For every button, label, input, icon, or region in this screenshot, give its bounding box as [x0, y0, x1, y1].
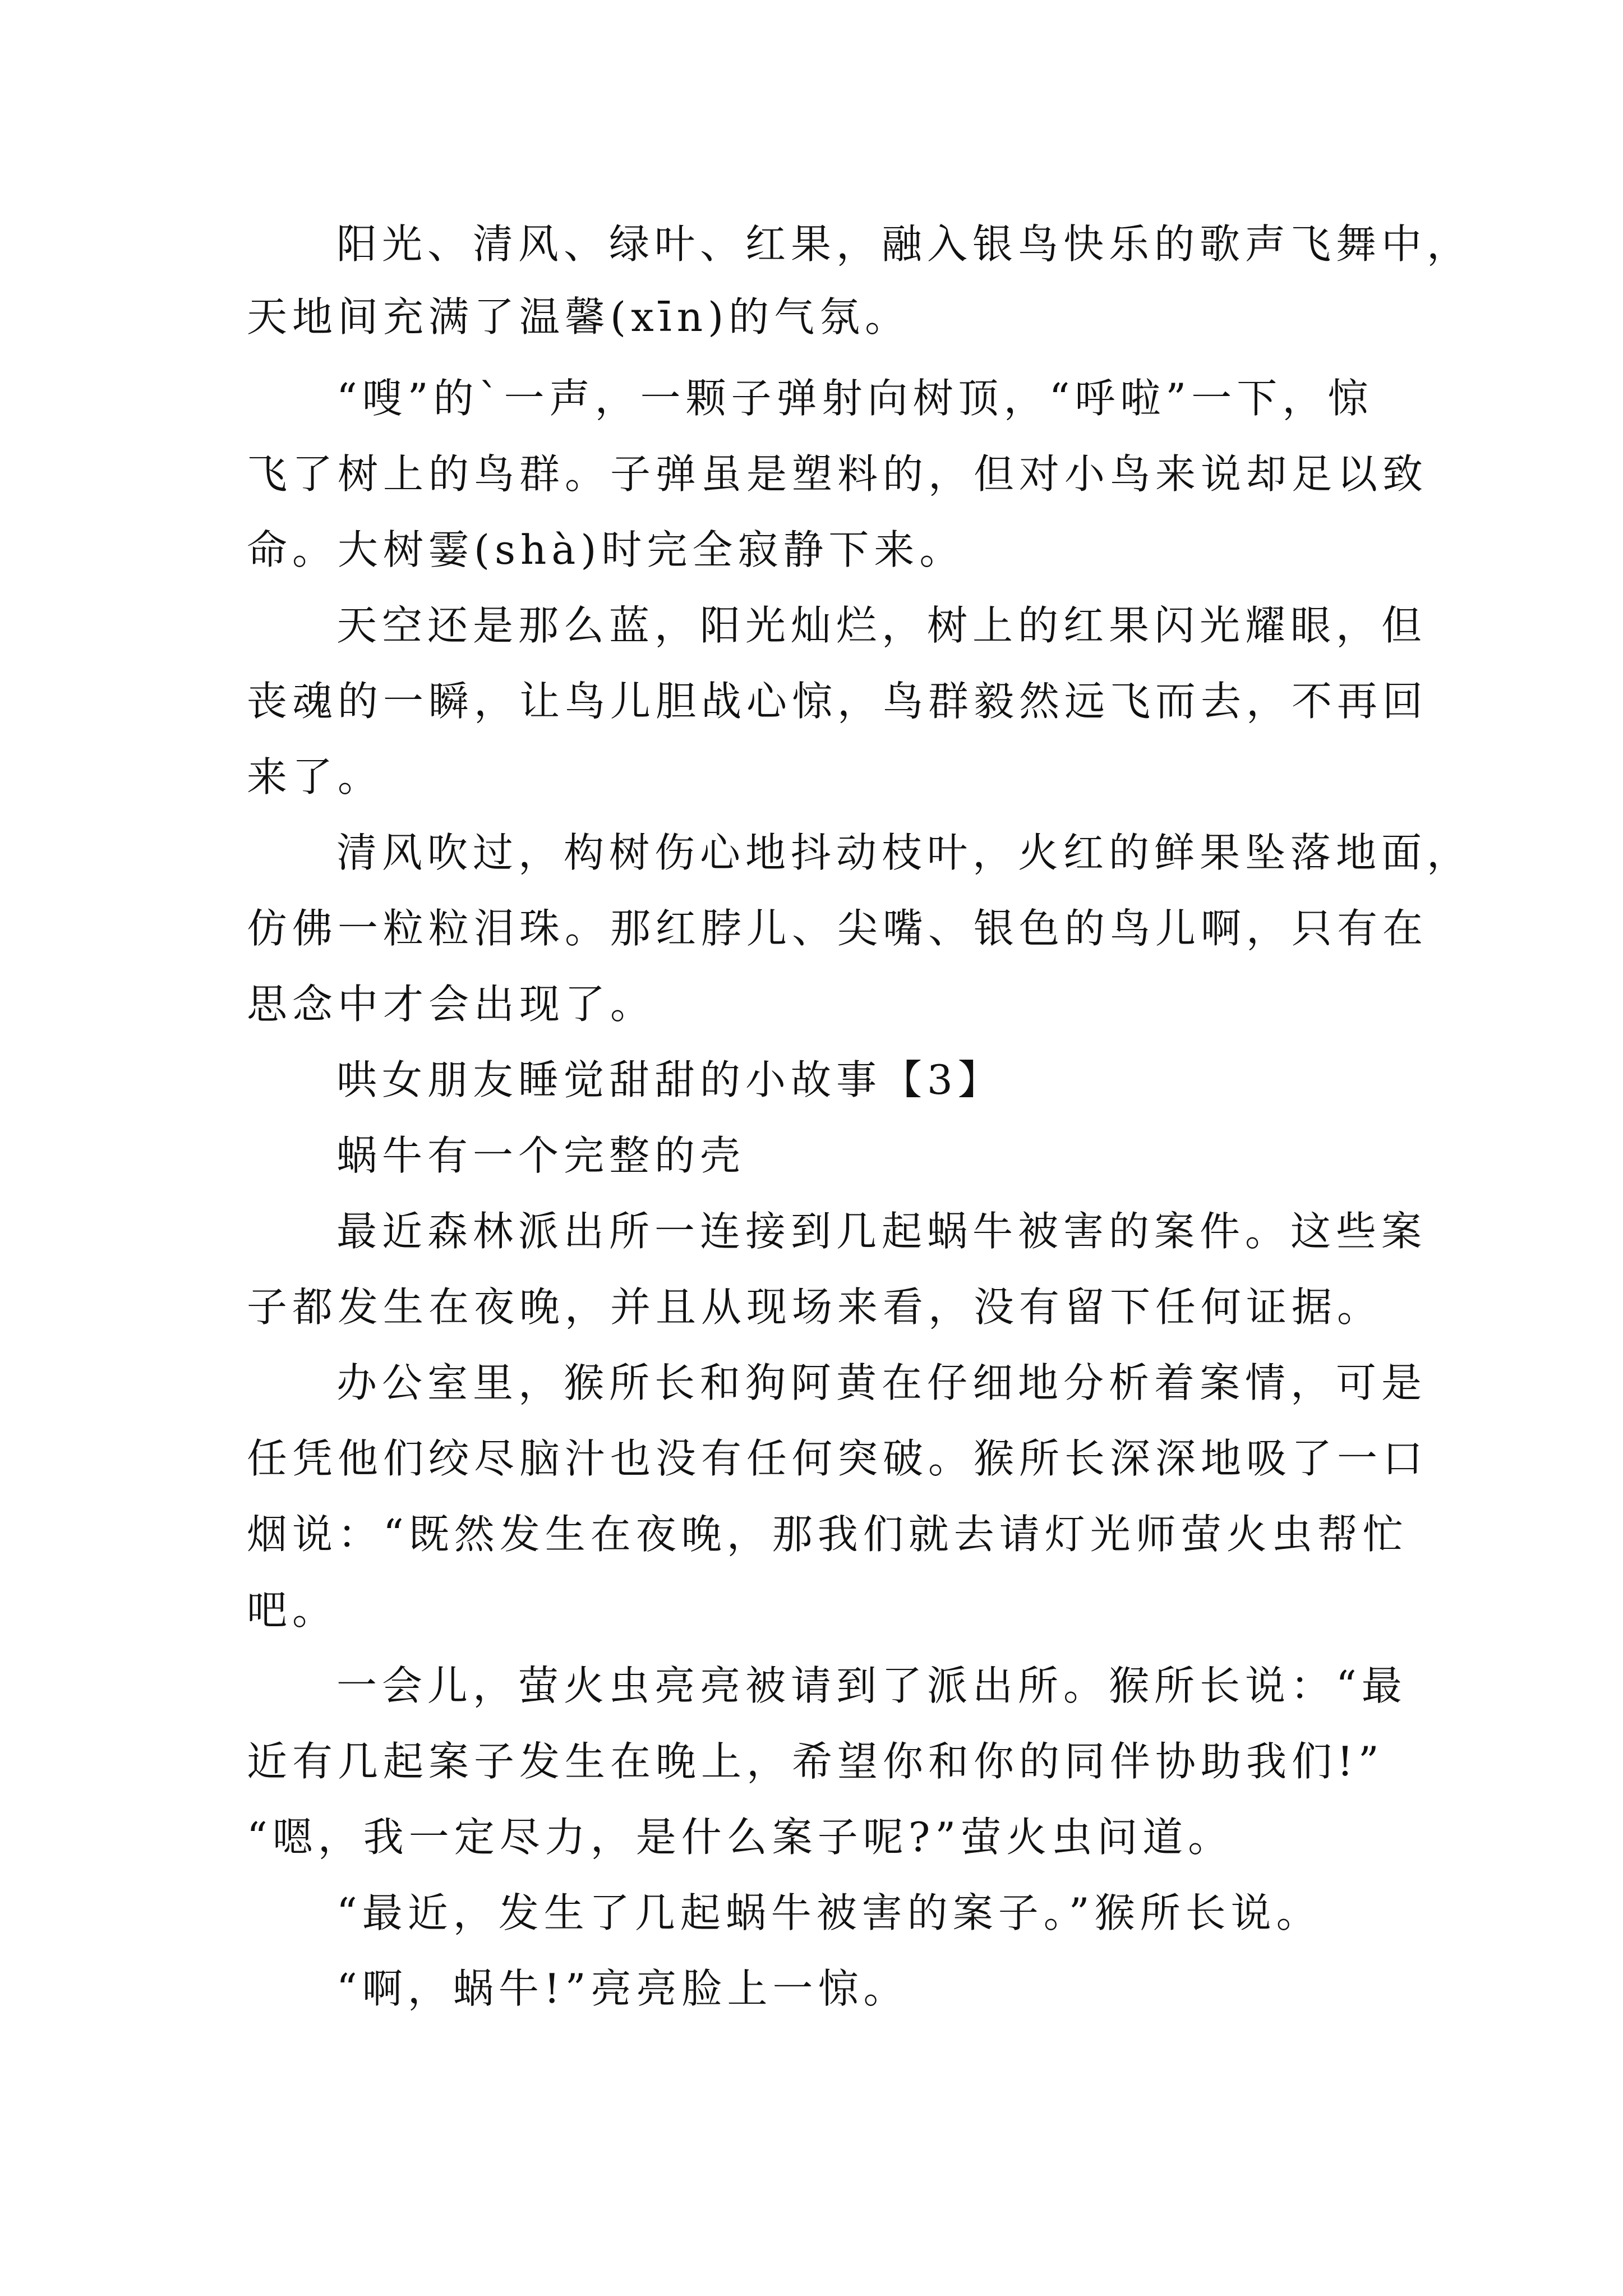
- paragraph-7-line-2: 近有几起案子发生在晚上，希望你和你的同伴协助我们!”: [247, 1738, 1384, 1785]
- paragraph-2-line-3: 命。大树霎(shà)时完全寂静下来。: [247, 526, 965, 573]
- paragraph-5-line-1: 最近森林派出所一连接到几起蜗牛被害的案件。这些案: [336, 1208, 1427, 1255]
- story-title: 蜗牛有一个完整的壳: [336, 1132, 746, 1179]
- paragraph-3-line-1: 天空还是那么蓝，阳光灿烂，树上的红果闪光耀眼，但: [336, 602, 1427, 649]
- paragraph-6-line-1: 办公室里，猴所长和狗阿黄在仔细地分析着案情，可是: [336, 1359, 1427, 1406]
- paragraph-7-line-1: 一会儿，萤火虫亮亮被请到了派出所。猴所长说：“最: [336, 1662, 1407, 1709]
- paragraph-3-line-2: 丧魂的一瞬，让鸟儿胆战心惊，鸟群毅然远飞而去，不再回: [247, 678, 1428, 725]
- paragraph-8-line-1: “最近，发生了几起蜗牛被害的案子。”猴所长说。: [336, 1889, 1322, 1936]
- paragraph-4-line-2: 仿佛一粒粒泪珠。那红脖儿、尖嘴、银色的鸟儿啊，只有在: [247, 905, 1428, 952]
- paragraph-9-line-1: “啊，蜗牛!”亮亮脸上一惊。: [336, 1965, 909, 2012]
- paragraph-7-line-3: “嗯，我一定尽力，是什么案子呢?”萤火虫问道。: [247, 1814, 1234, 1861]
- paragraph-6-line-4: 吧。: [247, 1586, 338, 1634]
- paragraph-1-line-1: 阳光、清风、绿叶、红果，融入银鸟快乐的歌声飞舞中，: [336, 220, 1473, 268]
- section-heading: 哄女朋友睡觉甜甜的小故事【3】: [336, 1056, 1003, 1103]
- paragraph-6-line-2: 任凭他们绞尽脑汁也没有任何突破。猴所长深深地吸了一口: [247, 1435, 1428, 1482]
- paragraph-5-line-2: 子都发生在夜晚，并且从现场来看，没有留下任何证据。: [247, 1283, 1383, 1331]
- paragraph-6-line-3: 烟说：“既然发生在夜晚，那我们就去请灯光师萤火虫帮忙: [247, 1511, 1408, 1558]
- paragraph-2-line-2: 飞了树上的鸟群。子弹虽是塑料的，但对小鸟来说却足以致: [247, 450, 1428, 498]
- paragraph-2-line-1: “嗖”的`一声，一颗子弹射向树顶，“呼啦”一下，惊: [336, 375, 1373, 422]
- paragraph-3-line-3: 来了。: [247, 753, 384, 800]
- paragraph-4-line-3: 思念中才会出现了。: [247, 981, 656, 1028]
- paragraph-1-line-2: 天地间充满了温馨(xīn)的气氛。: [247, 293, 911, 341]
- paragraph-4-line-1: 清风吹过，构树伤心地抖动枝叶，火红的鲜果坠落地面，: [336, 829, 1473, 876]
